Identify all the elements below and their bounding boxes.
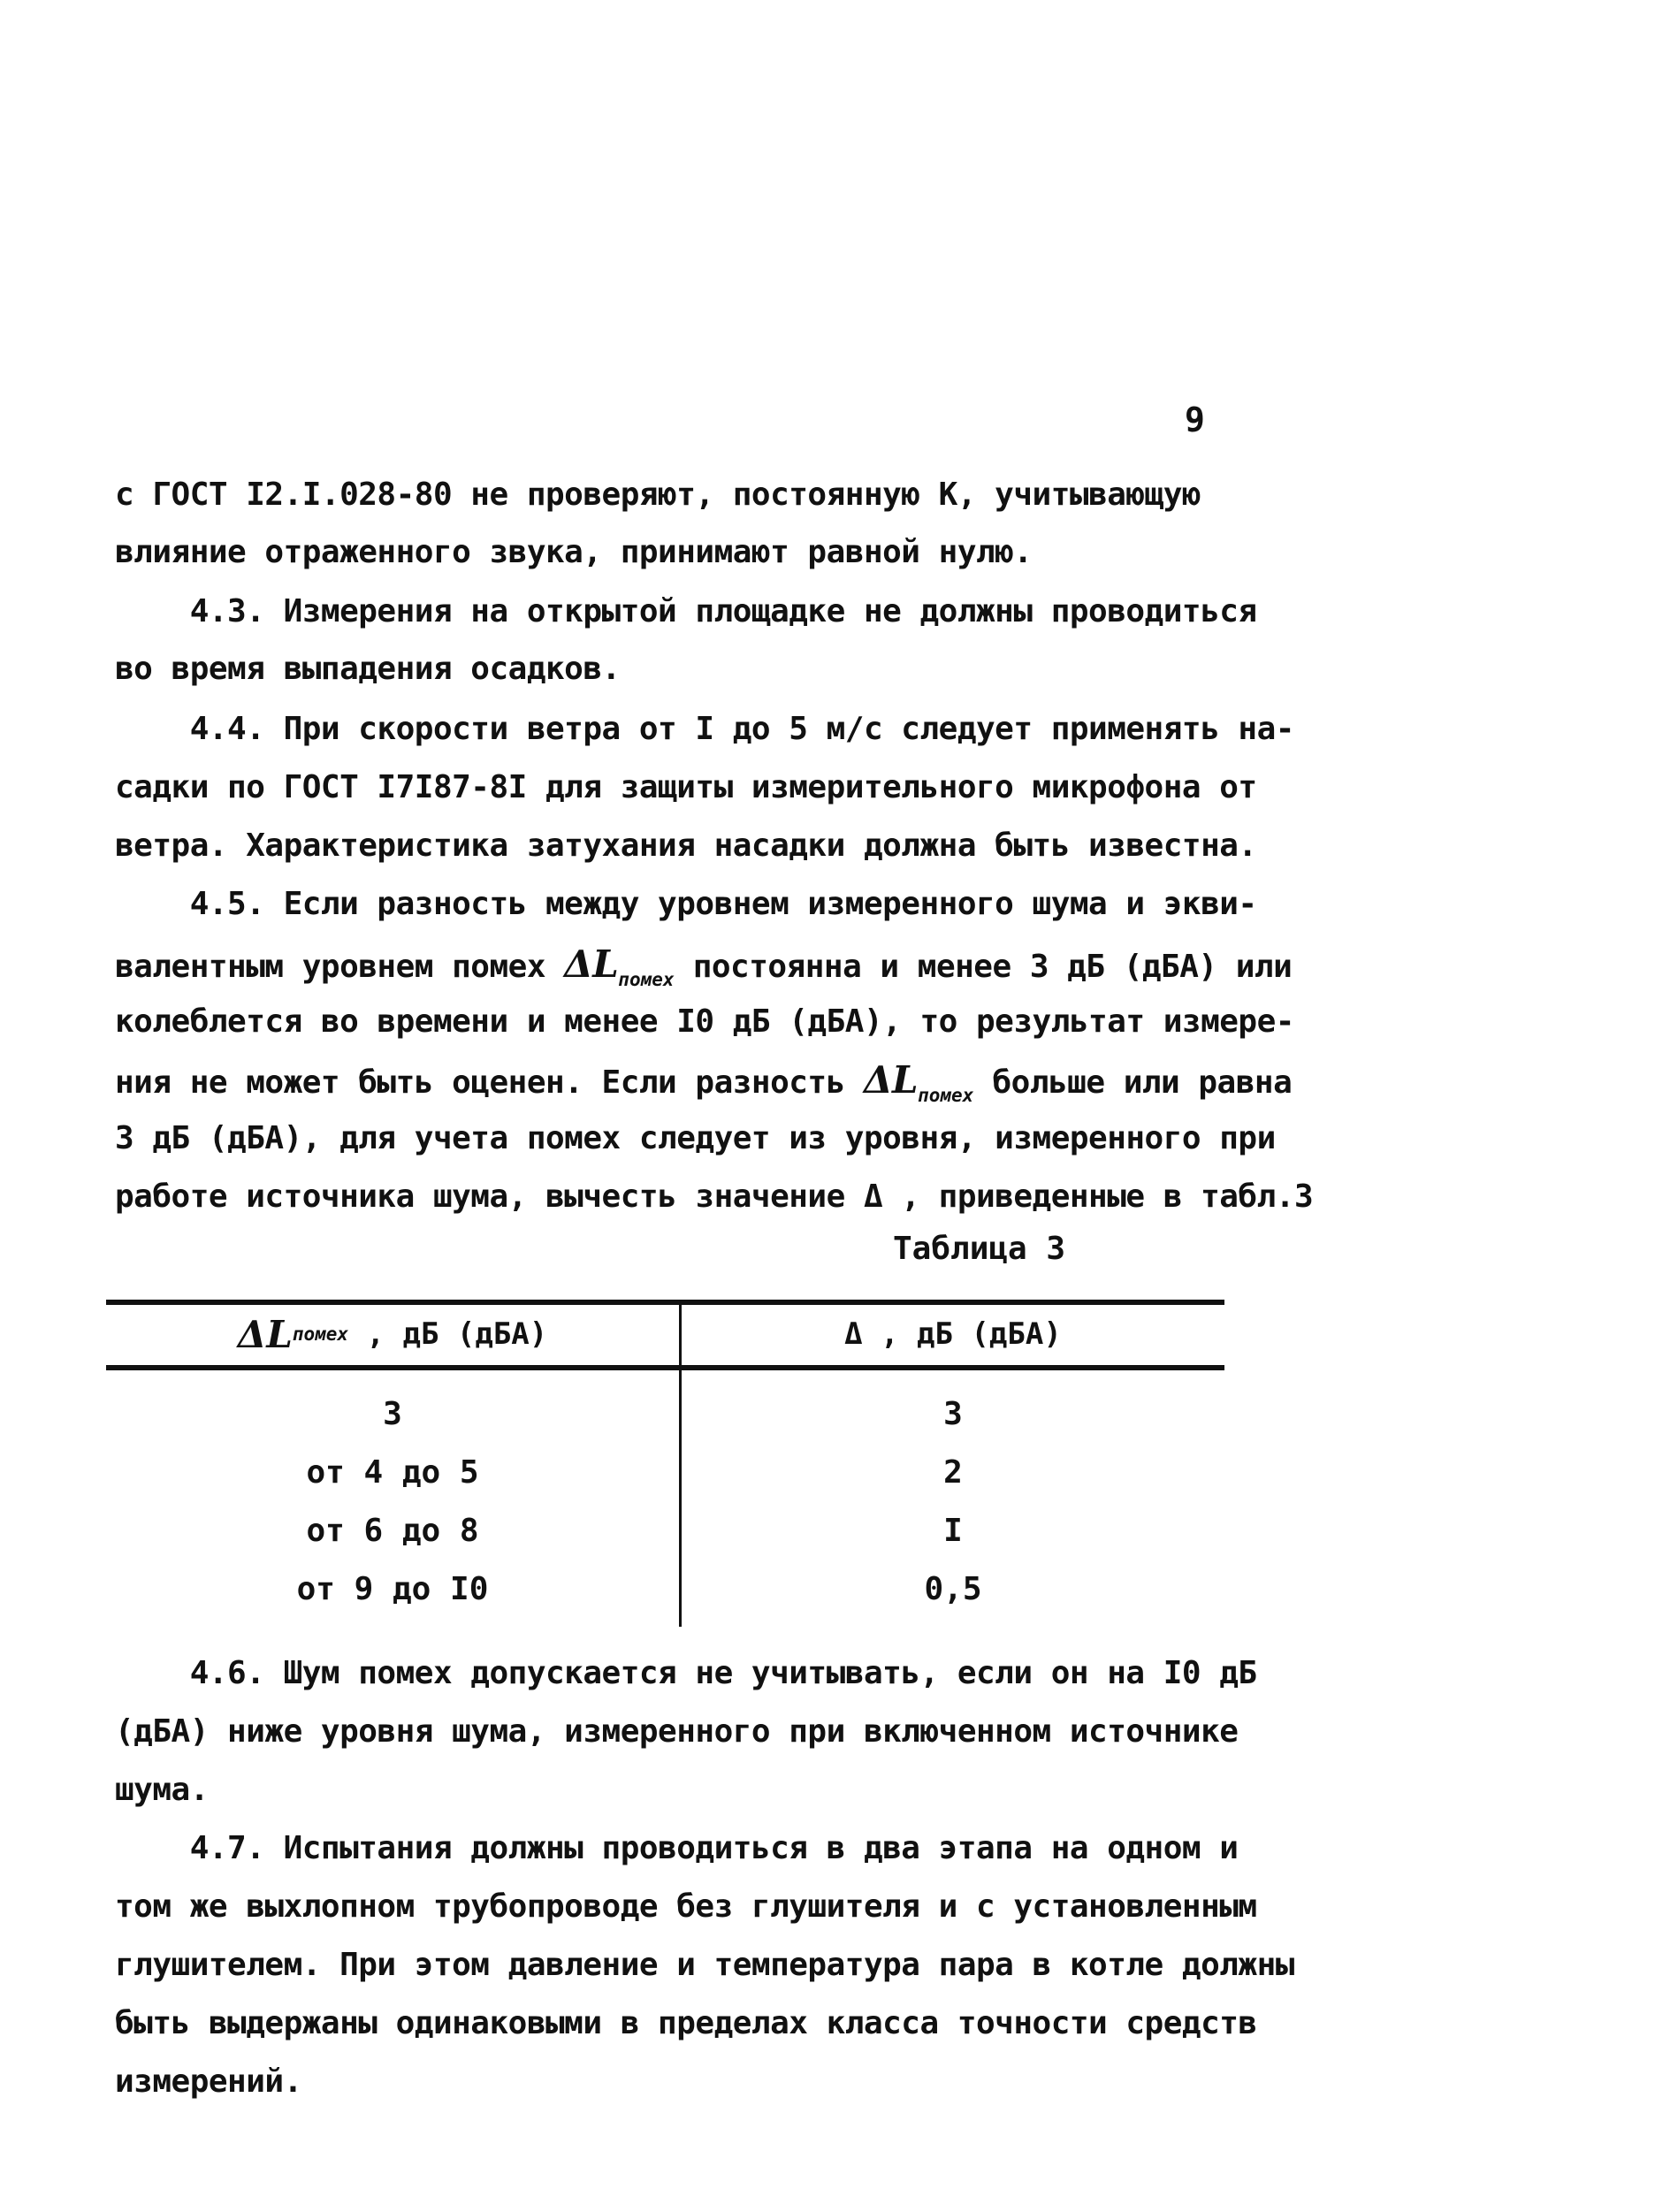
text-line: во время выпадения осадков. (115, 651, 621, 687)
text-line: влияние отраженного звука, принимают равной нулю. (115, 534, 1033, 570)
text-fragment: постоянна и менее 3 дБ (дБА) или (674, 949, 1293, 985)
text-line: быть выдержаны одинаковыми в пределах класса точности средств (115, 2005, 1257, 2041)
symbol-subscript: помех (918, 1085, 974, 1106)
text-line: измерений. (115, 2063, 302, 2100)
text-line: шума. (115, 1772, 209, 1808)
text-line: 4.7. Испытания должны проводиться в два этапа на одном и (115, 1830, 1239, 1866)
table-cell-right: 0,5 (924, 1570, 982, 1607)
table-cell-left: от 9 до I0 (296, 1570, 489, 1607)
page-number: 9 (1185, 400, 1205, 439)
delta-l-symbol: ΔL (237, 1312, 293, 1356)
text-line: 4.3. Измерения на открытой площадке не должны проводиться (115, 593, 1257, 629)
table-header-left (106, 1307, 679, 1362)
delta-l-symbol: ΔL (564, 942, 619, 986)
text-line: (дБА) ниже уровня шума, измеренного при включенном источнике (115, 1713, 1239, 1750)
text-line: ветра. Характеристика затухания насадки должна быть известна. (115, 828, 1257, 864)
table-cell-left: от 4 до 5 (306, 1453, 479, 1491)
text-line: глушителем. При этом давление и температура пара в котле должны (115, 1947, 1294, 1983)
text-fragment: валентным уровнем помех (115, 949, 565, 985)
text-line: 4.4. При скорости ветра от I до 5 м/с следует применять на- (115, 711, 1294, 747)
table-header-right: Δ , дБ (дБА) (844, 1316, 1062, 1352)
text-fragment: ния не может быть оценен. Если разность (115, 1064, 864, 1101)
text-line: колеблется во времени и менее I0 дБ (дБА), то результат измере- (115, 1003, 1294, 1040)
table-cell-right: I (943, 1512, 963, 1549)
delta-l-symbol: ΔL (863, 1058, 919, 1102)
text-line: 3 дБ (дБА), для учета помех следует из уровня, измеренного при (115, 1120, 1276, 1156)
text-line: 4.5. Если разность между уровнем измеренного шума и экви- (115, 886, 1257, 922)
symbol-subscript: помех (618, 969, 675, 990)
table-cell-left: 3 (383, 1395, 402, 1432)
table-top-rule (106, 1300, 1224, 1305)
text-line: с ГОСТ I2.I.028-80 не проверяют, постоянную К, учитывающую (115, 477, 1201, 513)
symbol-subscript: помех (292, 1323, 349, 1345)
table-cell-right: 3 (943, 1395, 963, 1432)
text-line-with-symbol (115, 1058, 1292, 1117)
text-line: 4.6. Шум помех допускается не учитывать, если он на I0 дБ (115, 1655, 1257, 1691)
table-header-rule (106, 1365, 1224, 1370)
text-fragment: больше или равна (973, 1064, 1293, 1101)
noise-correction-table (106, 1300, 1224, 1627)
table-cell-left: от 6 до 8 (306, 1512, 479, 1549)
header-text: , дБ (дБА) (348, 1316, 548, 1352)
table-cell-right: 2 (943, 1453, 963, 1491)
text-line-with-symbol (115, 942, 1292, 1002)
text-line: садки по ГОСТ I7I87-8I для защиты измерительного микрофона от (115, 769, 1257, 805)
text-line: том же выхлопном трубопроводе без глушителя и с установленным (115, 1888, 1257, 1925)
table-caption: Таблица 3 (893, 1231, 1066, 1267)
text-line: работе источника шума, вычесть значение Δ , приведенные в табл.3 (115, 1178, 1314, 1215)
